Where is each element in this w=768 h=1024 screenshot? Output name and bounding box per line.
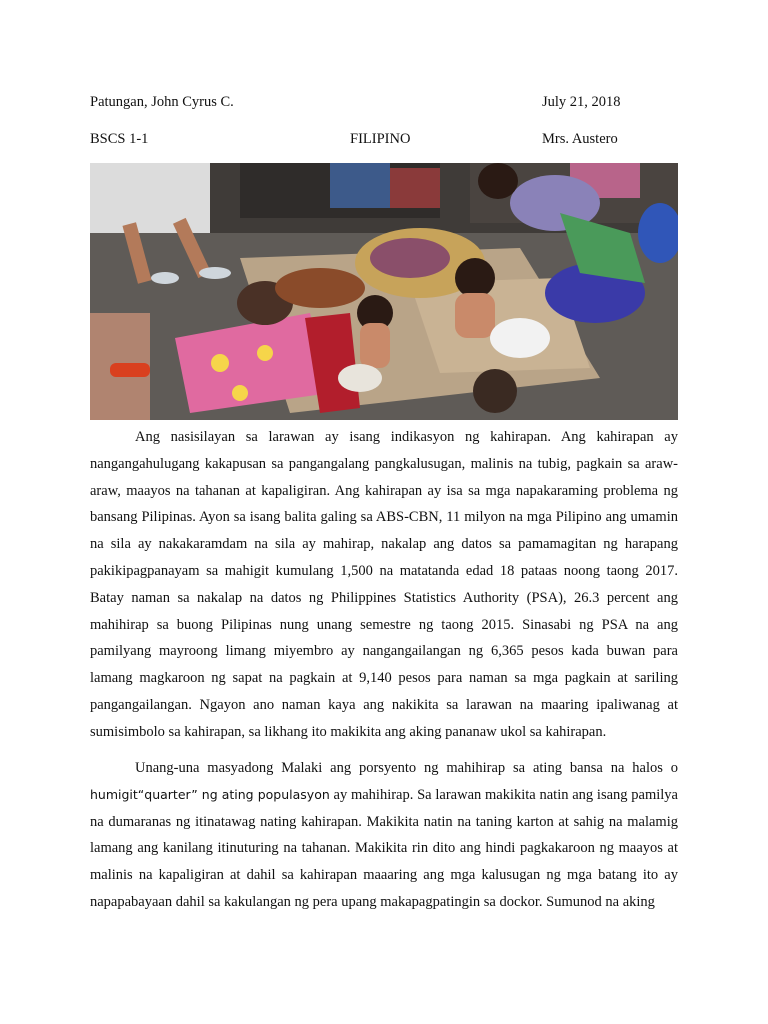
student-section: BSCS 1-1 (90, 131, 149, 147)
teacher-name: Mrs. Austero (542, 131, 618, 147)
poverty-photo (90, 163, 678, 420)
paragraph-2-text (90, 755, 678, 916)
paragraph-2 (90, 755, 678, 916)
paragraph-2-start: Unang-una masyadong Malaki ang porsyento ng mahihirap sa ating bansa na halos o (135, 760, 678, 776)
photo-illustration (90, 163, 678, 420)
paragraph-1-text: Ang nasisilayan sa larawan ay isang indikasyon ng kahirapan. Ang kahirapan ay nangangahulugang kakapusan sa pangangalang pangkalusugan, malinis na tubig, pagkain sa araw-araw, maayos na tahanan at kapaligiran. Ang kahirapan ay isa sa mga napakaraming problema ng bansang Pilipinas. Ayon sa isang balita galing sa ABS-CBN, 11 milyon na mga Pilipino ang umamin na sila ay nakakaramdam na sila ay mahirap, nakalap ang datos sa pamamagitan ng harapang pakikipagpanayam sa mahigit kumulang 1,500 na matatanda edad 18 pataas noong taong 2017. Batay naman sa nakalap na datos ng Philippines Statistics Authority (PSA), 26.3 percent ang mahihirap sa buong Pilipinas nung unang semestre ng taong 2015. Sinasabi ng PSA na ang pamilyang mayroong limang miyembro ay nangangailangan ng 6,365 pesos kada buwan para lamang magkaroon ng sapat na pagkain at 9,140 pesos para naman sa mga pagkain at sariling pangangailangan. Ngayon ano naman kaya ang nakikita sa larawan na maaring ipaliwanag at sumisimbolo sa kahirapan, sa likhang ito makikita ang aking pananaw ukol sa kahirapan. (90, 429, 678, 740)
paragraph-1 (90, 424, 678, 746)
document-date: July 21, 2018 (542, 94, 621, 110)
student-name: Patungan, John Cyrus C. (90, 94, 234, 110)
paragraph-2-rest: ay mahihirap. Sa larawan makikita natin ang isang pamilya na dumaranas ng itinatawag nating kahirapan. Makikita natin na taning karton at sahig na malamig lamang ang kanilang itinuturing na tahanan. Makikita rin dito ang hindi pagkakaroon ng maayos at malinis na kapaligiran at dahil sa kahirapan maaaring ang mga kalusugan ng mga batang ito ay napapabayaan dahil sa kakulangan ng pera upang makapagpatingin sa dockor. Sumunod na aking (90, 786, 678, 910)
subject-name: FILIPINO (350, 131, 411, 147)
paragraph-2-alt-font: humigit“quarter” ng ating populasyon (90, 786, 330, 802)
